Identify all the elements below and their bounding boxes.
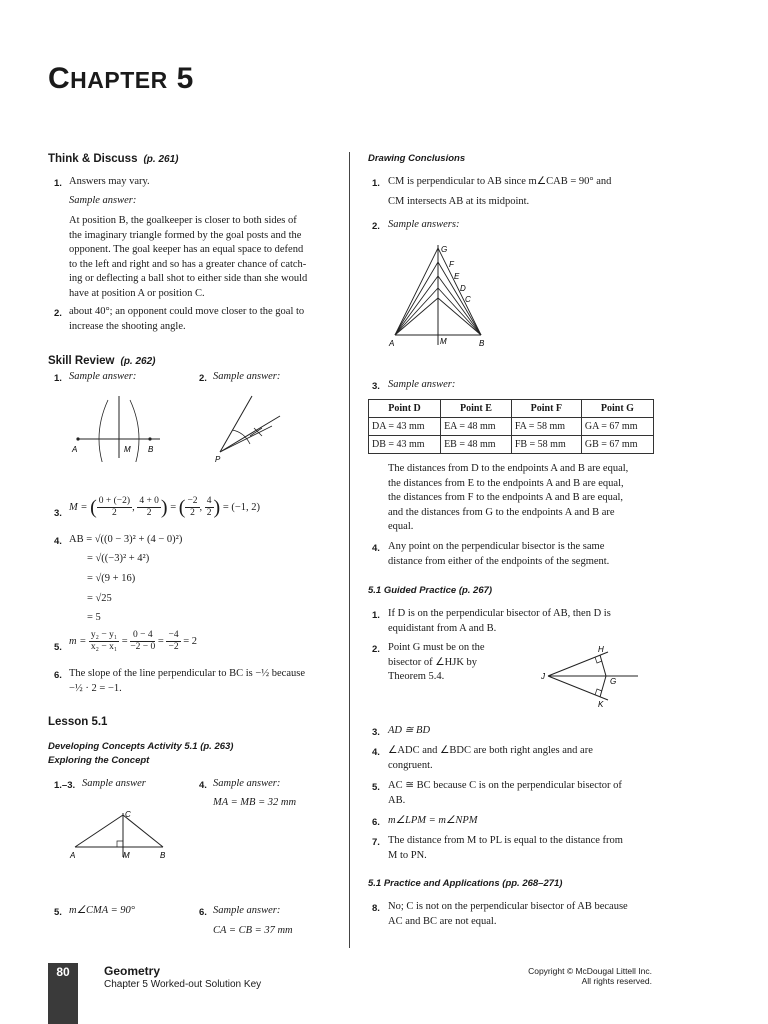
distance-line-1: AB = √((0 − 3)² + (4 − 0)²) [69, 534, 183, 545]
table-row [369, 418, 654, 436]
sample-label: Sample answer [82, 778, 146, 789]
answer-text: The distance from M to PL is equal to the distance from M to PN. [388, 835, 623, 861]
fig-label-p: P [215, 455, 221, 464]
fig-label-d: D [460, 284, 466, 293]
drawing-conclusions-heading: Drawing Conclusions [368, 153, 466, 164]
sample-label: Sample answer: [213, 778, 281, 789]
fig-label-h: H [598, 645, 604, 654]
item-number: 2. [372, 644, 380, 655]
item-number: 4. [372, 543, 380, 554]
item-number: 2. [54, 308, 62, 319]
angle-bisector-hjk-figure [538, 642, 648, 708]
answer-text: CA = CB = 37 mm [213, 925, 293, 936]
perpendicular-bisector-figure [60, 392, 170, 462]
answer-text: No; C is not on the perpendicular bisector of AB because AC and BC are not equal. [388, 901, 628, 927]
column-divider [349, 152, 350, 948]
item-number: 5. [54, 642, 62, 653]
guided-practice-heading: 5.1 Guided Practice (p. 267) [368, 585, 493, 596]
answer-text: Point G must be on the bisector of ∠HJK by Theorem 5.4. [388, 642, 485, 682]
fig-label-b: B [160, 851, 166, 860]
item-number: 1.–3. [54, 780, 76, 791]
distances-paragraph: The distances from D to the endpoints A and B are equal, the distances from E to the endpoints A and B are equal, the distances from F to the endpoints A and B are equal, and the distances from G to the endpoints A and B are equal. [388, 463, 629, 532]
footer-subtitle: Chapter 5 Worked-out Solution Key [104, 979, 262, 990]
table-header: Point F [511, 400, 581, 418]
fig-label-b: B [479, 339, 485, 348]
item-number: 6. [54, 670, 62, 681]
table-header: Point G [581, 400, 653, 418]
table-cell: EB = 48 mm [441, 436, 512, 454]
sample-label: Sample answer: [213, 905, 281, 916]
think-paragraph: At position B, the goalkeeper is closer to both sides of the imaginary triangle formed by the goal posts and the opponent. The goal keeper has an equal space to defend to the left and right and so has a greater chance of catch- ing or deflecting a ball shot to either side than she would have at position A or position C. [69, 215, 308, 299]
fig-label-f: F [449, 260, 454, 269]
distance-line-4: = √25 [87, 593, 112, 604]
item-number: 4. [54, 536, 62, 547]
table-row [369, 436, 654, 454]
item-number: 3. [372, 727, 380, 738]
table-cell: EA = 48 mm [441, 418, 512, 436]
item-number: 4. [372, 747, 380, 758]
sample-label: Sample answer: [388, 379, 456, 390]
item-number: 5. [372, 782, 380, 793]
page-number: 80 [48, 963, 78, 1024]
answer-text: Any point on the perpendicular bisector is the same distance from either of the endpoints of the segment. [388, 541, 610, 567]
table-cell: DB = 43 mm [369, 436, 441, 454]
fig-label-b: B [148, 445, 154, 454]
distance-line-3: = √(9 + 16) [87, 573, 136, 584]
sample-label: Sample answer: [213, 371, 281, 382]
item-number: 1. [372, 610, 380, 621]
item-number: 5. [54, 907, 62, 918]
item-number: 1. [54, 373, 62, 384]
item-number: 3. [54, 508, 62, 519]
chapter-title: CHAPTER 5 [48, 62, 194, 95]
fig-label-c: C [465, 295, 471, 304]
item-number: 6. [199, 907, 207, 918]
item-number: 1. [54, 178, 62, 189]
table-cell: GA = 67 mm [581, 418, 653, 436]
fig-label-m: M [123, 851, 130, 860]
copyright: Copyright © McDougal Littell Inc. All rights reserved. [528, 966, 652, 986]
fig-label-g: G [441, 245, 448, 254]
item-number: 7. [372, 837, 380, 848]
activity-heading: Developing Concepts Activity 5.1 (p. 263) Exploring the Concept [48, 741, 234, 766]
fig-label-j: J [541, 672, 545, 681]
item-number: 2. [199, 373, 207, 384]
item-number: 6. [372, 817, 380, 828]
fig-label-c: C [125, 810, 131, 819]
midpoint-formula: M = ( $\frac{0 + (-2)}{2}$ , $\frac{4 + 0}{2}$ ) = ( $\frac{-2}{2}$ , $\frac{4}{2}$ ) = (−1, 2) [69, 496, 261, 519]
lesson-heading: Lesson 5.1 [48, 716, 108, 728]
fig-label-a: A [389, 339, 395, 348]
footer-book-title: Geometry [104, 964, 161, 978]
answer-text: AD ≅ BD [388, 725, 431, 736]
answer-text: MA = MB = 32 mm [213, 797, 297, 808]
item-number: 2. [372, 221, 380, 232]
answer-text: If D is on the perpendicular bisector of AB, then D is equidistant from A and B. [388, 608, 611, 634]
fig-label-m: M [124, 445, 131, 454]
distance-table [368, 399, 654, 454]
think-discuss-heading: Think & Discuss (p. 261) [48, 153, 179, 165]
table-header: Point D [369, 400, 441, 418]
fig-label-m: M [440, 337, 447, 346]
fig-label-g: G [610, 677, 617, 686]
item-number: 1. [372, 178, 380, 189]
fig-label-e: E [454, 272, 460, 281]
slope-statement: The slope of the line perpendicular to BC is −½ because −½ · 2 = −1. [69, 668, 305, 694]
fig-label-a: A [70, 851, 76, 860]
angle-bisector-figure [210, 390, 290, 465]
table-header: Point E [441, 400, 512, 418]
answer-text: about 40°; an opponent could move closer to the goal to increase the shooting angle. [69, 306, 305, 332]
fig-label-a: A [72, 445, 78, 454]
sample-label: Sample answer: [69, 371, 137, 382]
table-cell: FA = 58 mm [511, 418, 581, 436]
sample-label: Sample answer: [69, 195, 137, 206]
isosceles-triangle-figure [65, 805, 180, 865]
fig-label-k: K [598, 700, 604, 708]
bisector-points-figure [385, 240, 495, 350]
table-cell: GB = 67 mm [581, 436, 653, 454]
answer-text: ∠ADC and ∠BDC are both right angles and are congruent. [388, 745, 593, 771]
skill-review-heading: Skill Review (p. 262) [48, 355, 156, 367]
table-cell: DA = 43 mm [369, 418, 441, 436]
practice-applications-heading: 5.1 Practice and Applications (pp. 268–271) [368, 878, 563, 889]
table-cell: FB = 58 mm [511, 436, 581, 454]
answer-text: AC ≅ BC because C is on the perpendicular bisector of AB. [388, 780, 622, 806]
distance-line-2: = √((−3)² + 4²) [87, 553, 150, 564]
answer-text: m∠LPM = m∠NPM [388, 815, 478, 826]
item-number: 4. [199, 780, 207, 791]
sample-label: Sample answers: [388, 219, 460, 230]
item-number: 8. [372, 903, 380, 914]
answer-text: m∠CMA = 90° [69, 905, 136, 916]
slope-formula: m = $\frac{\text{y₂ − y₁}}{\text{x₂ − x₁}}$ = $\frac{0 - 4}{-2 - 0}$ = $\frac{-4}{-2}$ = 2 [69, 630, 197, 652]
answer-text: Answers may vary. [69, 176, 150, 187]
distance-line-5: = 5 [87, 612, 101, 623]
answer-text: CM is perpendicular to AB since m∠CAB = 90° and CM intersects AB at its midpoint. [388, 176, 612, 207]
item-number: 3. [372, 381, 380, 392]
